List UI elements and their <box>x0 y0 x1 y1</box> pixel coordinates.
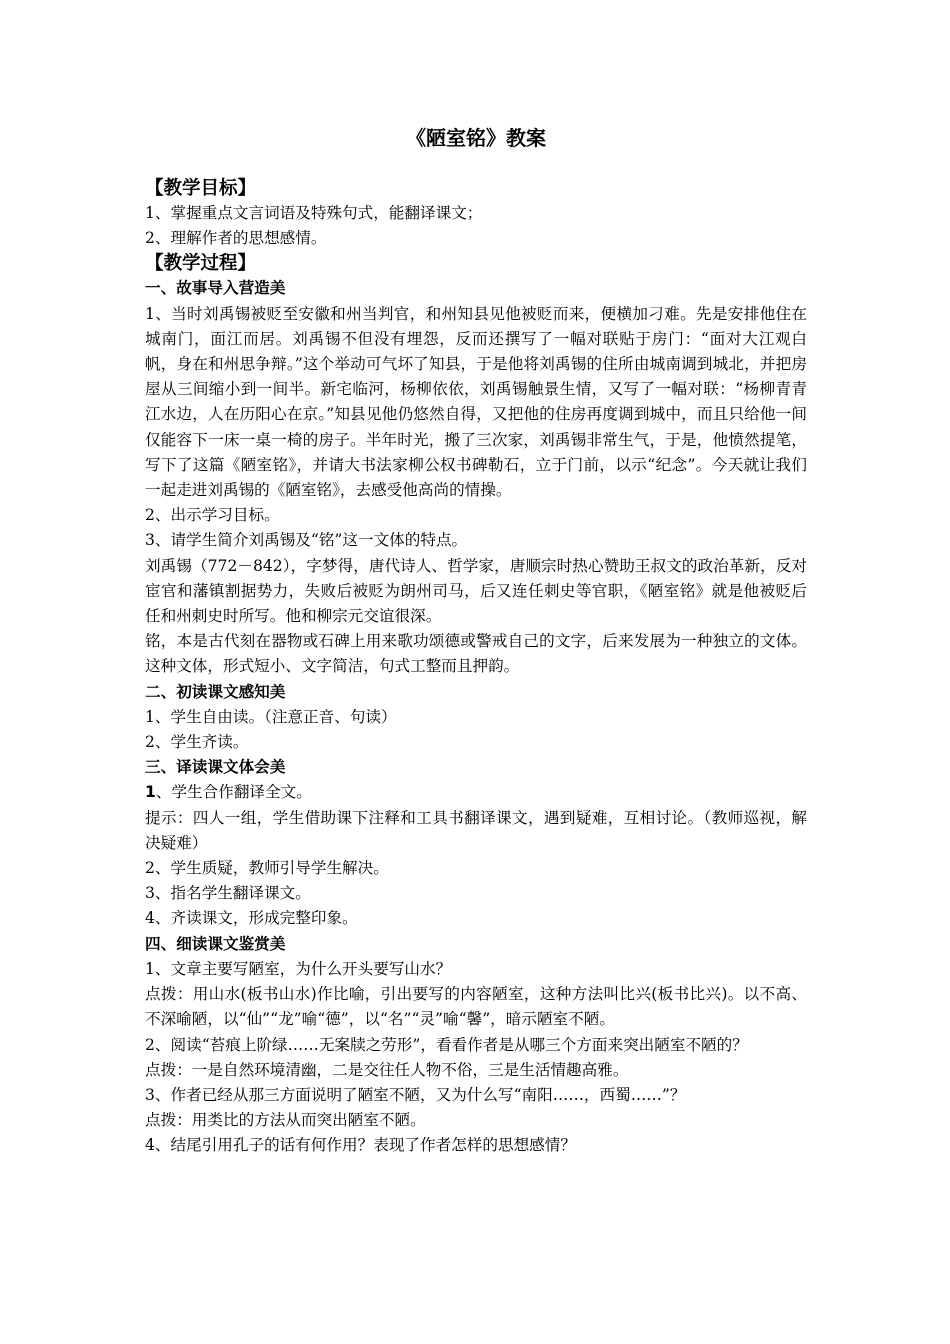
section-heading-4: 四、细读课文鉴赏美 <box>145 934 286 953</box>
paragraph: 3、作者已经从那三方面说明了陋室不陋，又为什么写“南阳……，西蜀……”？ <box>145 1085 686 1104</box>
document-title: 《陋室铭》教案 <box>406 126 546 150</box>
paragraph: 3、指名学生翻译课文。 <box>145 884 311 903</box>
heading-teaching-goals: 【教学目标】 <box>145 178 257 199</box>
paragraph: 点拨：一是自然环境清幽，二是交往任人物不俗，三是生活情趣高雅。 <box>145 1060 629 1079</box>
paragraph: 提示：四人一组，学生借助课下注释和工具书翻译课文，遇到疑难，互相讨论。（教师巡视，解决疑难） <box>145 808 807 852</box>
paragraph: 3、请学生简介刘禹锡及“铭”这一文体的特点。 <box>145 531 468 550</box>
paragraph: 1、当时刘禹锡被贬至安徽和州当判官，和州知县见他被贬而来，便横加刁难。先是安排他住在城南门，面江而居。刘禹锡不但没有埋怨，反而还撰写了一幅对联贴于房门：“面对大江观白帆，身在和州思争辩。”这个举动可气坏了知县，于是他将刘禹锡的住所由城南调到城北，并把房屋从三间缩小到一间半。新宅临河，杨柳依依，刘禹锡触景生情，又写了一幅对联：“杨柳青青江水边，人在历阳心在京。”知县见他仍悠然自得，又把他的住房再度调到城中，而且只给他一间仅能容下一床一桌一椅的房子。半年时光，搬了三次家，刘禹锡非常生气，于是，他愤然提笔，写下了这篇《陋室铭》，并请大书法家柳公权书碑勒石，立于门前，以示“纪念”。今天就让我们一起走进刘禹锡的《陋室铭》，去感受他高尚的情操。 <box>145 304 807 500</box>
paragraph: 点拨：用山水(板书山水)作比喻，引出要写的内容陋室，这种方法叫比兴(板书比兴)。以不高、不深喻陋，以“仙”“龙”喻“德”，以“名”“灵”喻“馨”，暗示陋室不陋。 <box>145 985 807 1029</box>
item-text: 、学生合作翻译全文。 <box>155 783 312 802</box>
item-number: 1 <box>145 783 156 802</box>
paragraph: 1、学生自由读。（注意正音、句读） <box>145 707 397 726</box>
section-heading-3: 三、译读课文体会美 <box>145 758 286 777</box>
paragraph: 2、出示学习目标。 <box>145 506 280 525</box>
paragraph <box>145 780 807 805</box>
document-page <box>145 124 807 1159</box>
paragraph: 刘禹锡（772－842），字梦得，唐代诗人、哲学家，唐顺宗时热心赞助王叔文的政治革新，反对宦官和藩镇割据势力，失败后被贬为朗州司马，后又连任刺史等官职，《陋室铭》就是他被贬后任和州刺史时所写。他和柳宗元交谊很深。 <box>145 556 807 626</box>
paragraph: 点拨：用类比的方法从而突出陋室不陋。 <box>145 1111 426 1130</box>
heading-teaching-process: 【教学过程】 <box>145 253 257 275</box>
goal-item: 1、掌握重点文言词语及特殊句式，能翻译课文； <box>145 204 483 222</box>
paragraph: 2、阅读“苔痕上阶绿……无案牍之劳形”，看看作者是从哪三个方面来突出陋室不陋的？ <box>145 1035 748 1054</box>
goal-item: 2、理解作者的思想感情。 <box>145 229 327 248</box>
paragraph: 4、齐读课文，形成完整印象。 <box>145 909 358 928</box>
paragraph: 2、学生质疑，教师引导学生解决。 <box>145 859 389 878</box>
section-heading-1: 一、故事导入营造美 <box>145 279 286 298</box>
paragraph: 1、文章主要写陋室，为什么开头要写山水？ <box>145 959 452 978</box>
section-heading-2: 二、初读课文感知美 <box>145 682 286 701</box>
paragraph: 铭，本是古代刻在器物或石碑上用来歌功颂德或警戒自己的文字，后来发展为一种独立的文体。这种文体，形式短小、文字简洁，句式工整而且押韵。 <box>145 632 807 676</box>
paragraph: 2、学生齐读。 <box>145 733 249 752</box>
paragraph: 4、结尾引用孔子的话有何作用？表现了作者怎样的思想感情？ <box>145 1136 576 1155</box>
